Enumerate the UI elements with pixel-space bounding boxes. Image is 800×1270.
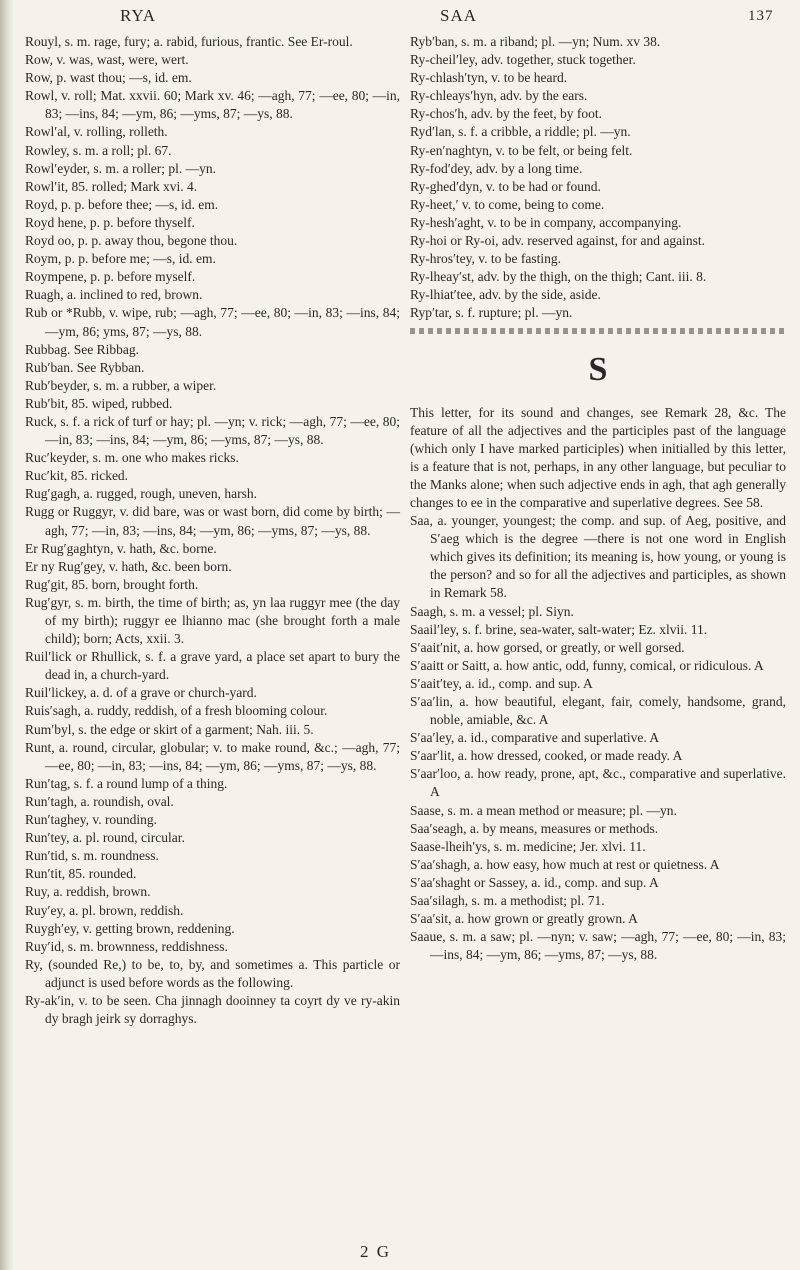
dictionary-entry: S′aar′loo, a. how ready, prone, apt, &c., comparative and superlative. A — [410, 766, 786, 800]
dictionary-entry: Ry-chlash′tyn, v. to be heard. — [410, 70, 568, 86]
dictionary-entry: Er Rug′gaghtyn, v. hath, &c. borne. — [25, 540, 217, 556]
dictionary-entry: Saaue, s. m. a saw; pl. —nyn; v. saw; —agh, 77; —ee, 80; —in, 83; —ins, 84; —ym, 86; —yms, 87; —ys, 88. — [410, 929, 786, 963]
dictionary-entry: Ryb′ban, s. m. a riband; pl. —yn; Num. xv 38. — [410, 34, 661, 49]
dictionary-entry: Ry-fod′dey, adv. by a long time. — [410, 160, 583, 176]
dictionary-entry: Ry-lheay′st, adv. by the thigh, on the thigh; Cant. iii. 8. — [410, 269, 707, 285]
dictionary-entry: S′aa′shagh, a. how easy, how much at rest or quietness. A — [410, 856, 720, 872]
dictionary-entry: Ruc′keyder, s. m. one who makes ricks. — [25, 450, 239, 466]
dictionary-entry: Rub′ban. See Rybban. — [25, 359, 145, 375]
dictionary-entry: Rugg or Ruggyr, v. did bare, was or wast born, did come by birth; —agh, 77; —in, 83; —ins, 84; —ym, 86; —yms, 87; —ys, 88. — [25, 504, 400, 538]
dictionary-entry: Ruck, s. f. a rick of turf or hay; pl. —yn; v. rick; —agh, 77; —ee, 80; —in, 83; —ins, 84; —ym, 86; —yms, 87; —ys, 88. — [25, 413, 400, 448]
dictionary-entry: Rowley, s. m. a roll; pl. 67. — [25, 142, 172, 158]
dictionary-entry: Rug′gagh, a. rugged, rough, uneven, harsh. — [25, 486, 258, 502]
dictionary-entry: Ruagh, a. inclined to red, brown. — [25, 287, 203, 303]
dictionary-entry: Saase-lheih′ys, s. m. medicine; Jer. xlvi. 11. — [410, 838, 646, 854]
signature-mark: 2 G — [360, 1242, 392, 1261]
dictionary-entry: Runt, a. round, circular, globular; v. to make round, &c.; —agh, 77; —ee, 80; —in, 83; —ins, 84; —ym, 86; —yms, 87; —ys, 88. — [25, 739, 400, 773]
dictionary-entry: Row, p. wast thou; —s, id. em. — [25, 70, 192, 86]
dictionary-entry: Rub′bit, 85. wiped, rubbed. — [25, 395, 173, 411]
dictionary-entry: S′aait′tey, a. id., comp. and sup. A — [410, 675, 593, 691]
dictionary-entry: Run′tagh, a. roundish, oval. — [25, 793, 174, 809]
dictionary-entry: Ruygh′ey, v. getting brown, reddening. — [25, 920, 235, 936]
dictionary-entry: Ryp′tar, s. f. rupture; pl. —yn. — [410, 305, 573, 321]
dictionary-entry: Ruil′lickey, a. d. of a grave or church-yard. — [25, 685, 257, 701]
dictionary-entry: Rowl, v. roll; Mat. xxvii. 60; Mark xv. 46; —agh, 77; —ee, 80; —in, 83; —ins, 84; —ym, 86; —yms, 87; —ys, 88. — [25, 88, 400, 122]
dictionary-entry: Ruy′id, s. m. brownness, reddishness. — [25, 938, 228, 954]
page-binding-shadow — [0, 0, 14, 1270]
dictionary-entry: Ry-hesh′aght, v. to be in company, accompanying. — [410, 214, 682, 230]
dictionary-entry: Rug′git, 85. born, brought forth. — [25, 576, 199, 592]
dictionary-entry: Rouyl, s. m. rage, fury; a. rabid, furious, frantic. See Er-roul. — [25, 34, 353, 49]
dictionary-entry: Ruy′ey, a. pl. brown, reddish. — [25, 902, 184, 918]
dictionary-entry: Royd hene, p. p. before thyself. — [25, 214, 195, 230]
dictionary-entry: S′aa′sit, a. how grown or greatly grown. A — [410, 911, 638, 927]
dictionary-entry: Saail′ley, s. f. brine, sea-water, salt-water; Ez. xlvii. 11. — [410, 621, 708, 637]
dictionary-entry: Run′tag, s. f. a round lump of a thing. — [25, 775, 228, 791]
dictionary-entry: Ryd′lan, s. f. a cribble, a riddle; pl. —yn. — [410, 124, 631, 140]
dictionary-entry: Ry-hoi or Ry-oi, adv. reserved against, for and against. — [410, 233, 705, 249]
dictionary-entry: Ruis′sagh, a. ruddy, reddish, of a fresh blooming colour. — [25, 703, 328, 719]
left-column — [25, 33, 400, 1028]
dictionary-entry: Ruil′lick or Rhullick, s. f. a grave yard, a place set apart to bury the dead in, a church-yard. — [25, 649, 400, 683]
section-intro: This letter, for its sound and changes, see Remark 28, &c. The feature of all the adjectives and the participles past of the language (which only I have marked participles) when initialled by this letter, is a feature that is not, perhaps, in any other language, but peculiar to the Manks alone; when such adjective ends in agh, that agh generally changes to ee in the comparative and superlative degrees. See 58. — [410, 404, 786, 510]
dictionary-entry: Royd, p. p. before thee; —s, id. em. — [25, 196, 219, 212]
dictionary-entry: S′aa′shaght or Sassey, a. id., comp. and sup. A — [410, 874, 659, 890]
dictionary-entry: Ry, (sounded Re,) to be, to, by, and sometimes a. This particle or adjunct is used before words as the following. — [25, 956, 400, 990]
dictionary-entry: S′aa′lin, a. how beautiful, elegant, fair, comely, handsome, grand, noble, amiable, &c. A — [410, 694, 786, 728]
right-column — [410, 33, 786, 964]
dictionary-entry: Saa′silagh, s. m. a methodist; pl. 71. — [410, 893, 605, 909]
dictionary-entry: Ruy, a. reddish, brown. — [25, 884, 151, 900]
dictionary-entry: Saa, a. younger, youngest; the comp. and sup. of Aeg, positive, and S′aeg which is the degree —there is not one word in English which gives its definition; its meaning is, how young, or young is the person? and so for all the adjectives and participles, as shown in Remark 58. — [410, 513, 786, 601]
section-letter: S — [588, 350, 608, 388]
dictionary-entry: Ry-ak′in, v. to be seen. Cha jinnagh dooinney ta coyrt dy ve ry-akin dy bragh jeirk sy dorraghys. — [25, 992, 400, 1027]
dictionary-entry: Saa′seagh, a. by means, measures or methods. — [410, 820, 659, 836]
dictionary-entry: Row, v. was, wast, were, wert. — [25, 52, 189, 68]
r-entries-block — [410, 33, 786, 323]
dictionary-entry: Ry-cheil′ley, adv. together, stuck together. — [410, 52, 636, 68]
dictionary-entry: Saagh, s. m. a vessel; pl. Siyn. — [410, 603, 574, 619]
dictionary-entry: Saase, s. m. a mean method or measure; pl. —yn. — [410, 802, 677, 818]
dictionary-entry: Roympene, p. p. before myself. — [25, 269, 196, 285]
page-number: 137 — [748, 8, 774, 24]
dictionary-entry: Rug′gyr, s. m. birth, the time of birth; as, yn laa ruggyr mee (the day of my birth); ruggyr ee lhianno mac (she brought forth a male child); born; Acts, xxii. 3. — [25, 594, 400, 647]
dictionary-entry: Rowl′eyder, s. m. a roller; pl. —yn. — [25, 160, 217, 176]
dictionary-entry: Rowl′al, v. rolling, rolleth. — [25, 124, 168, 140]
dictionary-entry: Rowl′it, 85. rolled; Mark xvi. 4. — [25, 178, 198, 194]
dictionary-entry: Ry-chleays′hyn, adv. by the ears. — [410, 88, 588, 104]
dictionary-entry: Run′taghey, v. rounding. — [25, 812, 158, 828]
dictionary-entry: Roym, p. p. before me; —s, id. em. — [25, 251, 216, 267]
dictionary-entry: S′aait′nit, a. how gorsed, or greatly, or well gorsed. — [410, 639, 685, 655]
dictionary-entry: S′aaitt or Saitt, a. how antic, odd, funny, comical, or ridiculous. A — [410, 657, 764, 673]
running-head-left: RYA — [120, 6, 157, 25]
dictionary-entry: S′aar′lit, a. how dressed, cooked, or made ready. A — [410, 748, 683, 764]
dictionary-entry: Ruc′kit, 85. ricked. — [25, 468, 129, 484]
dictionary-entry: Ry-ghed′dyn, v. to be had or found. — [410, 178, 601, 194]
dictionary-entry: Ry-hros′tey, v. to be fasting. — [410, 251, 562, 267]
dictionary-entry: Run′tid, s. m. roundness. — [25, 848, 159, 864]
dictionary-entry: Run′tit, 85. rounded. — [25, 866, 137, 882]
dictionary-entry: Rub′beyder, s. m. a rubber, a wiper. — [25, 377, 217, 393]
dictionary-entry: Rub or *Rubb, v. wipe, rub; —agh, 77; —ee, 80; —in, 83; —ins, 84; —ym, 86; yms, 87; —ys, 88. — [25, 305, 400, 339]
dictionary-entry: Run′tey, a. pl. round, circular. — [25, 830, 185, 846]
dictionary-entry: Ry-en′naghtyn, v. to be felt, or being felt. — [410, 142, 633, 158]
dictionary-entry: Rum′byl, s. the edge or skirt of a garment; Nah. iii. 5. — [25, 721, 314, 737]
dictionary-entry: Ry-lhiat′tee, adv. by the side, aside. — [410, 287, 601, 303]
dictionary-entry: Ry-chos′h, adv. by the feet, by foot. — [410, 106, 602, 122]
dictionary-entry: Er ny Rug′gey, v. hath, &c. been born. — [25, 558, 232, 574]
running-head-center: SAA — [440, 6, 478, 25]
dictionary-entry: Royd oo, p. p. away thou, begone thou. — [25, 233, 238, 249]
dictionary-entry: S′aa′ley, a. id., comparative and superlative. A — [410, 730, 660, 746]
dictionary-entry: Rubbag. See Ribbag. — [25, 341, 139, 357]
s-entries-block — [410, 512, 786, 964]
section-divider — [410, 328, 786, 334]
dictionary-entry: Ry-heet,′ v. to come, being to come. — [410, 196, 605, 212]
